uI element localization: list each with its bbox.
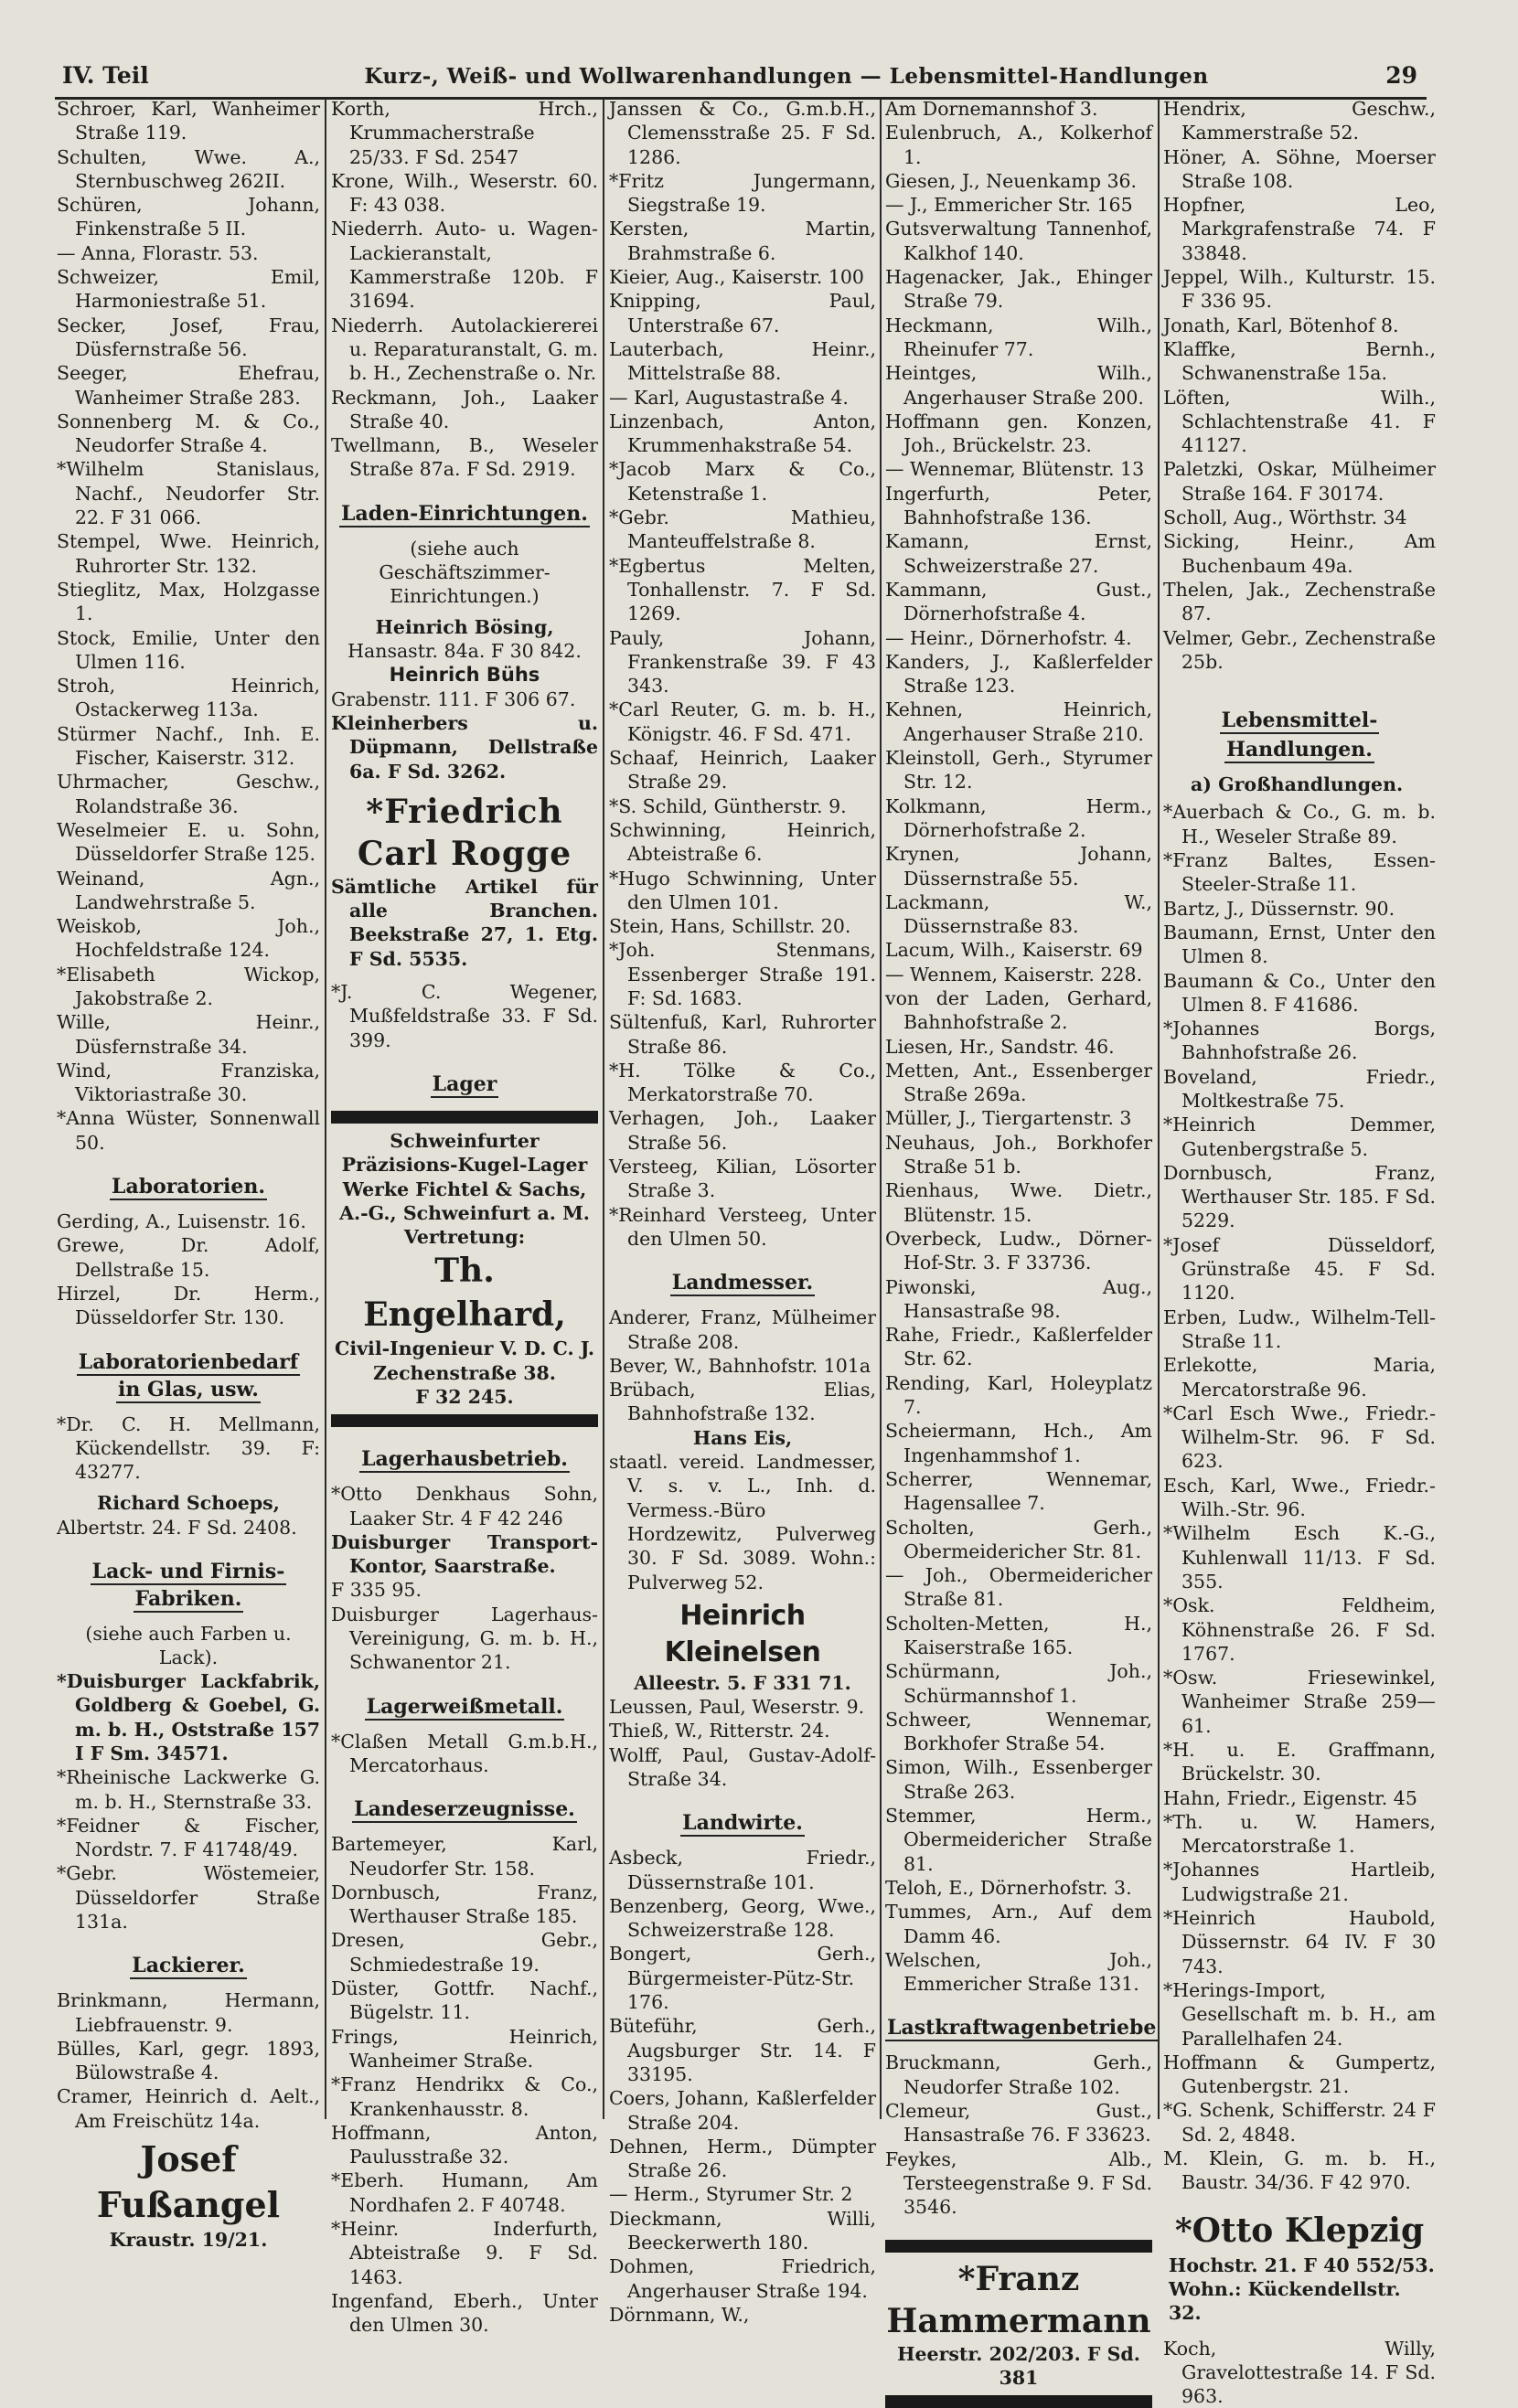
listing-entry: *Anna Wüster, Sonnenwall 50. [57,1107,320,1154]
section-heading: Landmesser. [671,1271,814,1295]
listing-address: Grabenstr. 111. F 306 67. [331,687,576,710]
listing-entry: Dohmen, Friedrich, Angerhauser Straße 194. [609,2255,876,2302]
listing-entry: Frings, Heinrich, Wanheimer Straße. [331,2025,598,2072]
entry-list [331,1730,598,1778]
listing-entry: Schweizer, Emil, Harmoniestraße 51. [57,266,320,313]
listing-schoeps [57,1491,320,1515]
listing-entry: Löften, Wilh., Schlachtenstraße 41. F 41127. [1163,386,1436,457]
section-heading: Lager [432,1071,497,1096]
listing-entry: Stein, Hans, Schillstr. 20. [609,915,851,938]
listing-entry: Teloh, E., Dörnerhofstr. 3. [885,1876,1132,1899]
listing-entry: Lacum, Wilh., Kaiserstr. 69 [885,939,1143,962]
listing-entry: Hirzel, Dr. Herm., Düsseldorfer Str. 130. [57,1282,320,1329]
listing-entry: Schroer, Karl, Wanheimer Straße 119. [57,98,320,144]
ad-line: F 32 245. [415,1385,514,1408]
listing-entry: *Wilhelm Esch K.-G., Kuhlenwall 11/13. F Sd. 355. [1163,1522,1436,1593]
listing-entry: Versteeg, Kilian, Lösorter Straße 3. [609,1156,876,1202]
entry-list [331,1832,598,2337]
listing-entry: Wille, Heinr., Düsfernstraße 34. [57,1011,320,1058]
section-heading: in Glas, usw. [118,1377,259,1401]
listing-entry: *Johannes Hartleib, Ludwigstraße 21. [1163,1859,1436,1905]
listing-entry: Hoffmann & Gumpertz, Gutenbergstr. 21. [1163,2051,1436,2098]
ad-line: Schweinfurter [390,1129,540,1152]
entry-list [885,2051,1152,2219]
listing-entry: Seeger, Ehefrau, Wanheimer Straße 283. [57,362,320,409]
listing-name: Hans Eis, [692,1426,793,1449]
listing-entry: — Wennemar, Blütenstr. 13 [885,458,1145,481]
ad-address: Hochstr. 21. F 40 552/53. [1169,2254,1435,2276]
ad-name: Th. Engelhard, [363,1252,566,1335]
listing-entry: *Gebr. Wöstemeier, Düsseldorfer Straße 131a. [57,1862,320,1933]
ad-line: Zechenstraße 38. [373,1361,556,1384]
listing-entry: Thieß, W., Ritterstr. 24. [609,1720,830,1742]
listing-entry: *Rheinische Lackwerke G. m. b. H., Sternstraße 33. [57,1766,320,1813]
listing-entry: — Joh., Obermeidericher Straße 81. [885,1564,1152,1611]
ad-name: *Franz Hammermann [886,2259,1151,2340]
entry-list [57,97,320,1155]
listing-entry: Hoffmann, Anton, Paulusstraße 32. [331,2121,598,2168]
listing-entry: Coers, Johann, Kaßlerfelder Straße 204. [609,2087,876,2134]
listing-entry: *Dr. C. H. Mellmann, Kückendellstr. 39. F: 43277. [57,1412,320,1484]
listing-entry: *Heinrich Demmer, Gutenbergstraße 5. [1163,1113,1436,1160]
listing-entry: Sicking, Heinr., Am Buchenbaum 49a. [1163,530,1436,577]
listing-entry: Scholl, Aug., Wörthstr. 34 [1163,506,1407,529]
listing-entry: Wolff, Paul, Gustav-Adolf-Straße 34. [609,1743,876,1790]
listing-entry: Brinkmann, Hermann, Liebfrauenstr. 9. [57,1989,320,2036]
listing-entry: Klaffke, Bernh., Schwanenstraße 15a. [1163,337,1436,385]
listing-entry: *Auerbach & Co., G. m. b. H., Weseler Straße 89. [1163,801,1436,847]
listing-entry: Bartz, J., Düssernstr. 90. [1163,897,1395,920]
entry-list [1163,97,1436,674]
listing-entry: Krone, Wilh., Weserstr. 60. F: 43 038. [331,169,598,217]
entry-list [57,1988,320,2133]
listing-entry: Schürmann, Joh., Schürmannshof 1. [885,1660,1152,1707]
listing-entry: *Herings-Import, Gesellschaft m. b. H., am Parallelhafen 24. [1163,1978,1436,2050]
listing-entry: Lackmann, W., Düssernstraße 83. [885,890,1152,938]
listing-entry: — Anna, Florastr. 53. [57,241,259,264]
listing-entry: Bongert, Gerh., Bürgermeister-Pütz-Str. 176. [609,1943,876,2014]
column-1 [57,97,320,2252]
section-heading: Lastkraftwagenbetriebe [887,2016,1157,2040]
listing-entry: — Karl, Augustastraße 4. [609,386,849,409]
listing-eis [609,1426,876,1450]
page-header [55,59,1427,100]
section-heading: Fabriken. [134,1587,242,1612]
listing-entry: Korth, Hrch., Krummacherstraße 25/33. F Sd. 2547 [331,98,598,168]
entry-list [57,1412,320,1485]
listing-entry: *Jacob Marx & Co., Ketenstraße 1. [609,458,876,505]
section-heading: Laboratorien. [111,1175,266,1199]
ad-rogge-text: Sämtliche Artikel für alle Branchen. Beekstraße 27, 1. Etg. F Sd. 5535. [331,875,598,970]
listing-entry: Benzenberg, Georg, Wwe., Schweizerstraße 128. [609,1894,876,1942]
column-rule [603,99,604,2119]
listing-entry: Brübach, Elias, Bahnhofstraße 132. [609,1379,876,1425]
listing-entry: *Joh. Stenmans, Essenberger Straße 191. F: Sd. 1683. [609,939,876,1009]
listing-entry: *H. u. E. Graffmann, Brückelstr. 30. [1163,1739,1436,1785]
listing-entry: *Osk. Feldheim, Köhnenstraße 26. F Sd. 1767. [1163,1594,1436,1665]
listing-entry: M. Klein, G. m. b. H., Baustr. 34/36. F 42 970. [1163,2147,1436,2194]
listing-entry: *Heinrich Haubold, Düssernstr. 64 IV. F 30 743. [1163,1907,1436,1977]
listing-entry: Am Dornemannshof 3. [885,98,1098,120]
running-title: Kurz-, Weiß- und Wollwarenhandlungen — Lebensmittel-Handlungen [364,64,1209,89]
section-heading: Lebensmittel- [1221,709,1378,733]
listing-entry: Simon, Wilh., Essenberger Straße 263. [885,1756,1152,1803]
section-heading: Landwirte. [682,1811,803,1836]
listing-entry: Stieglitz, Max, Holzgasse 1. [57,578,320,625]
listing-entry: Ingerfurth, Peter, Bahnhofstraße 136. [885,482,1152,529]
listing-entry: — Heinr., Dörnerhofstr. 4. [885,626,1132,649]
ad-line: Vertretung: [403,1226,526,1249]
listing-entry: Janssen & Co., G.m.b.H., Clemensstraße 25. F Sd. 1286. [609,98,876,168]
listing-name: Heinrich Bösing, [375,615,554,638]
listing-entry: Stürmer Nachf., Inh. E. Fischer, Kaiserstr. 312. [57,722,320,770]
ad-address: Wohn.: Kückendellstr. 32. [1169,2277,1401,2325]
listing-bold: Duisburger Transport-Kontor, Saarstraße. [331,1530,598,1578]
entry-list [609,1305,876,1425]
section-heading: Laden-Einrichtungen. [341,501,588,526]
listing-entry: Kolkmann, Herm., Dörnerhofstraße 2. [885,794,1152,841]
listing-entry: Clemeur, Gust., Hansastraße 76. F 33623. [885,2100,1152,2147]
listing-entry: Verhagen, Joh., Laaker Straße 56. [609,1107,876,1154]
listing-entry: Scherrer, Wennemar, Hagensallee 7. [885,1467,1152,1515]
listing-entry: Anderer, Franz, Mülheimer Straße 208. [609,1306,876,1353]
listing-entry: — J., Emmericher Str. 165 [885,194,1133,217]
listing-entry: *Otto Denkhaus Sohn, Laaker Str. 4 F 42 246 [331,1483,598,1529]
part-label: IV. Teil [62,62,149,89]
listing-entry: Kleinstoll, Gerh., Styrumer Str. 12. [885,747,1152,794]
listing-entry: Dehnen, Herm., Dümpter Straße 26. [609,2135,876,2182]
listing-entry: *Reinhard Versteeg, Unter den Ulmen 50. [609,1203,876,1250]
listing-entry: Jonath, Karl, Bötenhof 8. [1163,314,1399,336]
listing-entry: *Egbertus Melten, Tonhallenstr. 7. F Sd. 1269. [609,554,876,625]
listing-entry: Kanders, J., Kaßlerfelder Straße 123. [885,650,1152,698]
section-heading: Lagerweißmetall. [366,1694,563,1719]
listing-entry: *Eberh. Humann, Am Nordhafen 2. F 40748. [331,2169,598,2216]
ad-line: Civil-Ingenieur V. D. C. J. [335,1337,594,1360]
listing-entry: Weinand, Agn., Landwehrstraße 5. [57,867,320,913]
listing-entry: Müller, J., Tiergartenstr. 3 [885,1107,1132,1130]
listing-entry: Bruckmann, Gerh., Neudorfer Straße 102. [885,2051,1152,2098]
listing-entry: Schwinning, Heinrich, Abteistraße 6. [609,818,876,866]
listing-entry: Hahn, Friedr., Eigenstr. 45 [1163,1786,1417,1809]
listing-entry: *Carl Reuter, G. m. b. H., Königstr. 46. F Sd. 471. [609,698,876,745]
listing-entry: Weiskob, Joh., Hochfeldstraße 124. [57,915,320,962]
listing-entry: *Wilhelm Stanislaus, Nachf., Neudorfer Str. 22. F 31 066. [57,458,320,529]
entry-list [331,97,598,482]
entry-list [609,1846,876,2327]
ad-name: *Otto Klepzig [1174,2211,1425,2250]
listing-entry: *Johannes Borgs, Bahnhofstraße 26. [1163,1018,1436,1064]
listing-entry: Sültenfuß, Karl, Ruhrorter Straße 86. [609,1011,876,1058]
listing-entry: Gerding, A., Luisenstr. 16. [57,1210,306,1233]
listing-entry: *Hugo Schwinning, Unter den Ulmen 101. [609,867,876,913]
listing-entry: Dornbusch, Franz, Werthauser Straße 185. [331,1881,598,1928]
listing-entry: *Carl Esch Wwe., Friedr.-Wilhelm-Str. 96. F Sd. 623. [1163,1401,1436,1473]
listing-entry: *G. Schenk, Schifferstr. 24 F Sd. 2, 4848. [1163,2099,1436,2146]
listing-entry: Stroh, Heinrich, Ostackerweg 113a. [57,675,320,721]
listing-entry: Dresen, Gebr., Schmiedestraße 19. [331,1929,598,1976]
ad-kleinelsen-address: Alleestr. 5. F 331 71. [634,1671,851,1694]
listing-entry: Bartemeyer, Karl, Neudorfer Str. 158. [331,1833,598,1880]
listing-kleinherbers: Kleinherbers u. Düpmann, Dellstraße 6a. F Sd. 3262. [331,711,598,783]
listing-entry: Sonnenberg M. & Co., Neudorfer Straße 4. [57,410,320,457]
listing-entry: *Osw. Friesewinkel, Wanheimer Straße 259—61. [1163,1667,1436,1737]
listing-entry: Reckmann, Joh., Laaker Straße 40. [331,386,598,432]
listing-entry: Asbeck, Friedr., Düssernstraße 101. [609,1847,876,1893]
listing-entry: Secker, Josef, Frau, Düsfernstraße 56. [57,314,320,360]
listing-entry: staatl. vereid. Landmesser, V. s. v. L., Inh. d. Vermess.-Büro Hordzewitz, Pulverweg 30. F Sd. 3089. Wohn.: Pulverweg 52. [609,1451,876,1593]
listing-entry: Heckmann, Wilh., Rheinufer 77. [885,314,1152,360]
listing-entry: Hopfner, Leo, Markgrafenstraße 74. F 33848. [1163,194,1436,264]
listing-entry: *Gebr. Mathieu, Manteuffelstraße 8. [609,506,876,553]
ad-address: Kraustr. 19/21. [109,2229,268,2252]
listing-wegener: *J. C. Wegener, Mußfeldstraße 33. F Sd. 399. [331,981,598,1051]
entry-list [331,1482,598,1530]
listing-entry: Düster, Gottfr. Nachf., Bügelstr. 11. [331,1977,598,2024]
cross-reference-note: (siehe auch Geschäftszimmer-Einrichtungen.) [379,537,551,607]
listing-entry: Thelen, Jak., Zechenstraße 87. [1163,578,1436,625]
listing-name: Richard Schoeps, [97,1492,280,1515]
listing-entry: *Th. u. W. Hamers, Mercatorstraße 1. [1163,1810,1436,1858]
listing-entry: Welschen, Joh., Emmericher Straße 131. [885,1948,1152,1996]
ad-line: Werke Fichtel & Sachs, [342,1177,587,1200]
listing-entry: Feykes, Alb., Tersteegenstraße 9. F Sd. 3546. [885,2147,1152,2219]
listing-entry: Piwonski, Aug., Hansastraße 98. [885,1275,1152,1322]
listing-entry: Jeppel, Wilh., Kulturstr. 15. F 336 95. [1163,266,1436,313]
listing-entry: Koch, Willy, Gravelottestraße 14. F Sd. 963. [1163,2337,1436,2408]
listing-entry: Eulenbruch, A., Kolkerhof 1. [885,122,1152,168]
listing-entry: Heintges, Wilh., Angerhauser Straße 200. [885,362,1152,409]
listing-entry: — Herm., Styrumer Str. 2 [609,2183,853,2206]
column-5 [1163,97,1436,2408]
listing-entry: Liesen, Hr., Sandstr. 46. [885,1035,1115,1058]
ad-address: Heerstr. 202/203. F Sd. 381 [897,2342,1140,2389]
section-heading: Landeserzeugnisse. [354,1797,575,1822]
listing-entry: Krynen, Johann, Düssernstraße 55. [885,843,1152,890]
listing-entry: Neuhaus, Joh., Borkhofer Straße 51 b. [885,1131,1152,1178]
listing-entry: Twellmann, B., Weseler Straße 87a. F Sd. 2919. [331,434,598,481]
listing-entry: von der Laden, Gerhard, Bahnhofstraße 2. [885,986,1152,1034]
advertisement-hammermann [885,2240,1152,2408]
listing-entry: — Wennem, Kaiserstr. 228. [885,963,1143,986]
listing-entry: Knipping, Paul, Unterstraße 67. [609,290,876,336]
listing-entry: Metten, Ant., Essenberger Straße 269a. [885,1059,1152,1106]
listing-entry: Schüren, Johann, Finkenstraße 5 II. [57,194,320,240]
listing-entry: Niederrh. Autolackiererei u. Reparaturanstalt, G. m. b. H., Zechenstraße o. Nr. [331,314,598,385]
listing-entry: *Heinr. Inderfurth, Abteistraße 9. F Sd. 1463. [331,2218,598,2288]
listing-entry: Kammann, Gust., Dörnerhofstraße 4. [885,578,1152,625]
listing-entry: Rienhaus, Wwe. Dietr., Blütenstr. 15. [885,1179,1152,1226]
page-number: 29 [1385,62,1417,89]
listing-entry: Hendrix, Geschw., Kammerstraße 52. [1163,98,1436,144]
listing-entry: Scholten-Metten, H., Kaiserstraße 165. [885,1612,1152,1658]
listing-entry: Ingenfand, Eberh., Unter den Ulmen 30. [331,2289,598,2337]
listing-entry: Erben, Ludw., Wilhelm-Tell-Straße 11. [1163,1305,1436,1352]
column-4 [885,97,1157,2389]
listing-entry: *Claßen Metall G.m.b.H., Mercatorhaus. [331,1730,598,1776]
listing-entry: Gutsverwaltung Tannenhof, Kalkhof 140. [885,218,1152,264]
listing-entry: Kieier, Aug., Kaiserstr. 100 [609,266,864,289]
listing-entry: Büteführ, Gerh., Augsburger Str. 14. F 33195. [609,2015,876,2085]
listing-entry: Tummes, Arn., Auf dem Damm 46. [885,1901,1152,1947]
advertisement-fussangel [57,2136,320,2252]
listing-entry: *Franz Hendrikx & Co., Krankenhausstr. 8. [331,2073,598,2120]
column-3 [609,97,876,2326]
listing-entry: Grewe, Dr. Adolf, Dellstraße 15. [57,1234,320,1281]
listing-entry: Kersten, Martin, Brahmstraße 6. [609,218,876,264]
listing-entry: Boveland, Friedr., Moltkestraße 75. [1163,1065,1436,1112]
listing-entry: Rending, Karl, Holeyplatz 7. [885,1371,1152,1419]
listing-entry: Giesen, J., Neuenkamp 36. [885,169,1138,192]
listing-entry: Niederrh. Auto- u. Wagen-Lackieranstalt, Kammerstraße 120b. F 31694. [331,218,598,313]
listing-entry: Kamann, Ernst, Schweizerstraße 27. [885,530,1152,577]
ad-line: A.-G., Schweinfurt a. M. [339,1201,590,1224]
column-2 [331,97,598,2337]
listing-entry: Bever, W., Bahnhofstr. 101a [609,1354,871,1377]
listing-entry: Pauly, Johann, Frankenstraße 39. F 43 343. [609,626,876,698]
listing-entry: Uhrmacher, Geschw., Rolandstraße 36. [57,771,320,817]
listing-address: Hansastr. 84a. F 30 842. [347,640,582,663]
section-heading: Lack- und Firnis- [91,1560,285,1584]
ad-rogge-name: *Friedrich Carl Rogge [357,792,572,873]
listing-entry: Schaaf, Heinrich, Laaker Straße 29. [609,747,876,794]
listing-entry: Wind, Franziska, Viktoriastraße 30. [57,1059,320,1106]
listing-entry: Stock, Emilie, Unter den Ulmen 116. [57,626,320,673]
listing-entry: Overbeck, Ludw., Dörner-Hof-Str. 3. F 33736. [885,1227,1152,1274]
listing-entry: Duisburger Lagerhaus-Vereinigung, G. m. b. H., Schwanentor 21. [331,1603,598,1674]
listing-entry: Schweer, Wennemar, Borkhofer Straße 54. [885,1708,1152,1755]
section-heading: Lackierer. [132,1954,245,1978]
ad-kleinelsen-name: Heinrich Kleinelsen [664,1599,821,1668]
cross-reference-note: (siehe auch Farben u. Lack). [85,1623,292,1669]
listing-entry: Scholten, Gerh., Obermeidericher Str. 81. [885,1516,1152,1562]
listing-entry: Erlekotte, Maria, Mercatorstraße 96. [1163,1354,1436,1401]
entry-list [57,1209,320,1329]
listing-buehs-name: Heinrich Bühs [389,664,540,687]
listing-entry: *Elisabeth Wickop, Jakobstraße 2. [57,963,320,1009]
listing-entry: Paletzki, Oskar, Mülheimer Straße 164. F 30174. [1163,458,1436,505]
listing-entry: Bülles, Karl, gegr. 1893, Bülowstraße 4. [57,2037,320,2084]
ad-line: Präzisions-Kugel-Lager [341,1154,588,1177]
entry-list [1163,800,1436,2194]
listing-entry: Velmer, Gebr., Zechenstraße 25b. [1163,626,1436,673]
listing-entry: Esch, Karl, Wwe., Friedr.-Wilh.-Str. 96. [1163,1474,1436,1521]
subsection-heading: a) Großhandlungen. [1191,773,1404,796]
listing-address: Albertstr. 24. F Sd. 2408. [57,1516,297,1539]
listing-entry: *Fritz Jungermann, Siegstraße 19. [609,169,876,217]
listing-entry: Cramer, Heinrich d. Aelt., Am Freischütz 14a. [57,2085,320,2132]
listing-entry: Schulten, Wwe. A., Sternbuschweg 262II. [57,145,320,192]
listing-entry: Kehnen, Heinrich, Angerhauser Straße 210. [885,698,1152,745]
listing-entry: Rahe, Friedr., Kaßlerfelder Str. 62. [885,1324,1152,1370]
listing-entry: *Josef Düsseldorf, Grünstraße 45. F Sd. 1120. [1163,1233,1436,1305]
listing-entry: Hagenacker, Jak., Ehinger Straße 79. [885,266,1152,313]
listing-entry: *Franz Baltes, Essen-Steeler-Straße 11. [1163,849,1436,896]
listing-entry: Dörnmann, W., [609,2303,750,2326]
listing-entry: Dieckmann, Willi, Beeckerwerth 180. [609,2207,876,2254]
column-rule [325,99,326,2119]
listing-entry: Höner, A. Söhne, Moerser Straße 108. [1163,145,1436,192]
listing-entry: *H. Tölke & Co., Merkatorstraße 70. [609,1059,876,1106]
listing-boesing [331,615,598,664]
listing-entry: *S. Schild, Güntherstr. 9. [609,794,847,817]
column-rule [880,99,882,2119]
listing-entry: Baumann & Co., Unter den Ulmen 8. F 41686. [1163,969,1436,1016]
listing-entry: Leussen, Paul, Weserstr. 9. [609,1696,865,1719]
listing-entry: Stemmer, Herm., Obermeidericher Straße 81. [885,1805,1152,1875]
listing-entry: Linzenbach, Anton, Krummenhakstraße 54. [609,410,876,457]
advertisement-schweinfurter [331,1111,598,1427]
listing-entry: Scheiermann, Hch., Am Ingenhammshof 1. [885,1420,1152,1466]
listing-entry: Weselmeier E. u. Sohn, Düsseldorfer Straße 125. [57,818,320,866]
listing-entry: Hoffmann gen. Konzen, Joh., Brückelstr. 23. [885,410,1152,457]
section-heading: Lagerhausbetrieb. [361,1447,568,1472]
listing-phone: F 335 95. [331,1579,422,1602]
listing-entry: Lauterbach, Heinr., Mittelstraße 88. [609,337,876,385]
section-heading: Handlungen. [1226,738,1373,762]
listing-bold: *Duisburger Lackfabrik, Goldberg & Goebel, G. m. b. H., Oststraße 157 I F Sm. 34571. [57,1670,320,1764]
column-rule [1158,99,1160,2119]
advertisement-klepzig [1163,2208,1436,2326]
listing-entry: Dornbusch, Franz, Werthauser Str. 185. F Sd. 5229. [1163,1161,1436,1232]
entry-list [609,1695,876,1791]
listing-entry: *Feidner & Fischer, Nordstr. 7. F 41748/49. [57,1814,320,1861]
ad-name: Josef Fußangel [96,2138,281,2226]
entry-list [885,97,1152,1996]
section-heading: Laboratorienbedarf [78,1349,299,1374]
entry-list [609,97,876,1251]
listing-entry: Baumann, Ernst, Unter den Ulmen 8. [1163,921,1436,968]
listing-entry: Stempel, Wwe. Heinrich, Ruhrorter Str. 132. [57,530,320,577]
entry-list [57,1765,320,1934]
